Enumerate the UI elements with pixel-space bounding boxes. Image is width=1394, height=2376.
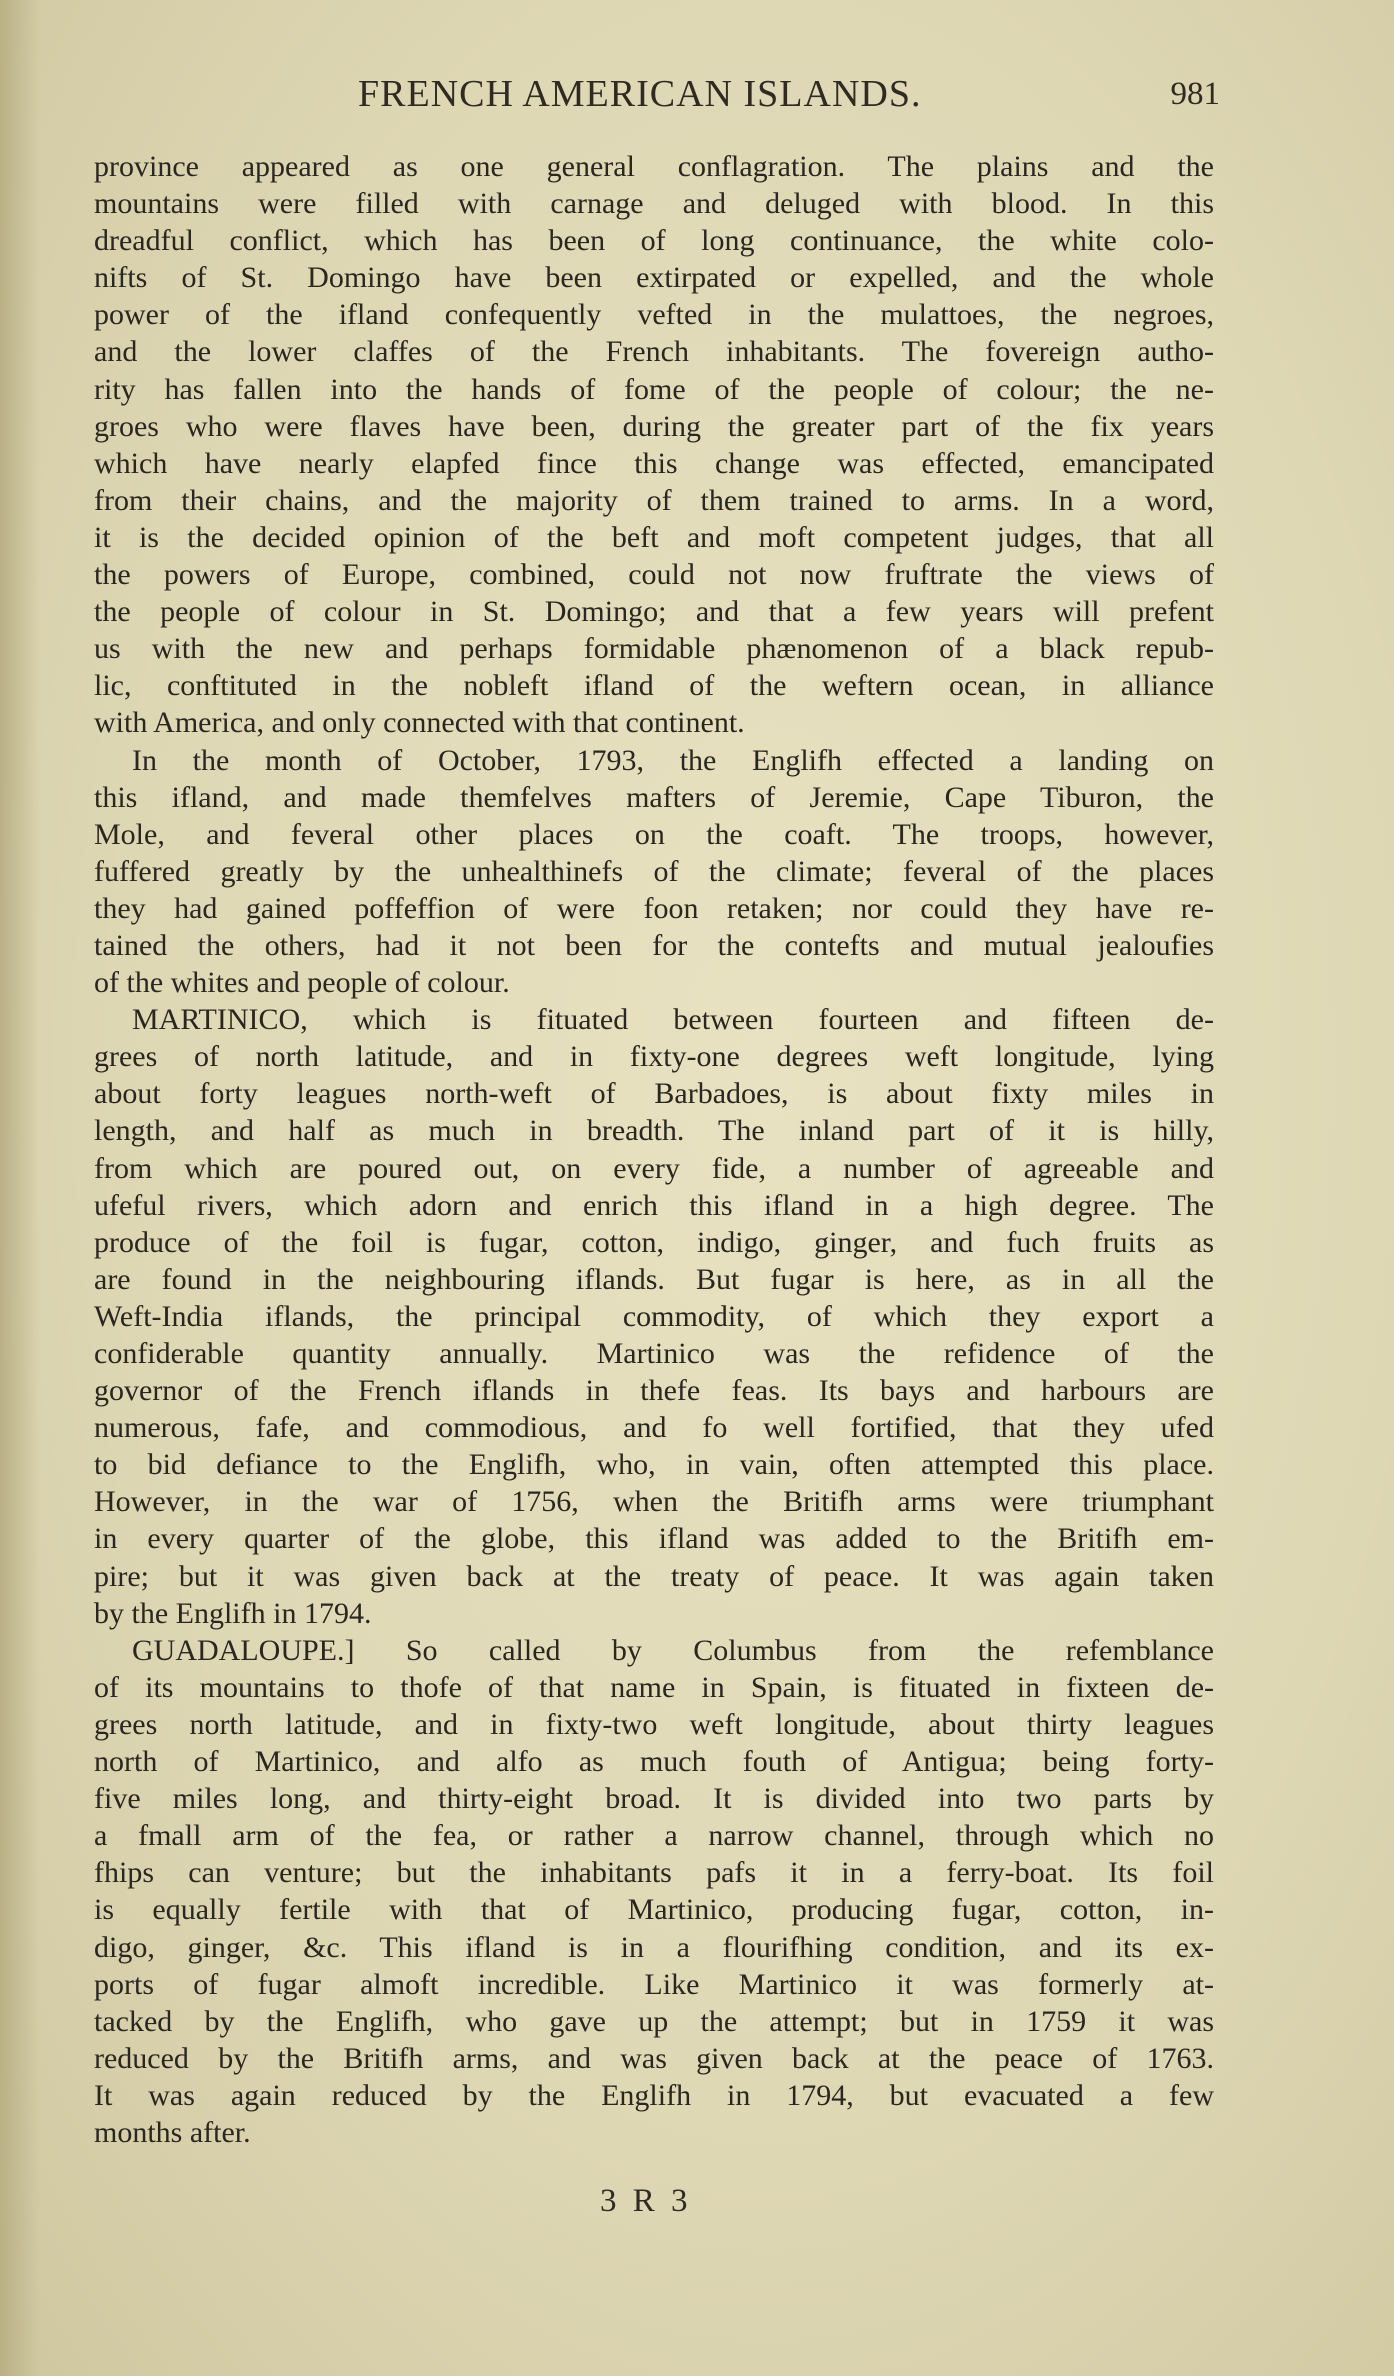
paragraph [94, 742, 1214, 1002]
text-line: groes who were flaves have been, during the greater part of the fix years [94, 409, 1214, 443]
paragraph [94, 1632, 1214, 2151]
text-line: digo, ginger, &c. This ifland is in a flourifhing condition, and its ex- [94, 1930, 1214, 1964]
text-line: fuffered greatly by the unhealthinefs of the climate; feveral of the places [94, 854, 1214, 888]
text-line: Mole, and feveral other places on the coaft. The troops, however, [94, 817, 1214, 851]
printer-signature-mark: 3 R 3 [600, 2183, 692, 2219]
text-line: ufeful rivers, which adorn and enrich this ifland in a high degree. The [94, 1188, 1214, 1222]
text-line: with America, and only connected with that continent. [94, 706, 745, 740]
text-line: fhips can venture; but the inhabitants pafs it in a ferry-boat. Its foil [94, 1856, 1214, 1890]
text-line: confiderable quantity annually. Martinico was the refidence of the [94, 1337, 1214, 1370]
text-line: to bid defiance to the Englifh, who, in vain, often attempted this place. [94, 1448, 1214, 1482]
text-line: north of Martinico, and alfo as much fouth of Antigua; being forty- [94, 1745, 1214, 1779]
text-line: grees north latitude, and in fixty-two weft longitude, about thirty leagues [94, 1707, 1214, 1741]
text-line: numerous, fafe, and commodious, and fo well fortified, that they ufed [94, 1411, 1214, 1445]
text-line: However, in the war of 1756, when the Britifh arms were triumphant [94, 1485, 1214, 1519]
text-line: by the Englifh in 1794. [94, 1596, 372, 1630]
text-line: tacked by the Englifh, who gave up the attempt; but in 1759 it was [94, 2004, 1214, 2038]
text-line: It was again reduced by the Englifh in 1794, but evacuated a few [94, 2078, 1214, 2112]
text-line: pire; but it was given back at the treaty of peace. It was again taken [94, 1559, 1214, 1593]
paragraph [94, 1001, 1214, 1632]
text-line: tained the others, had it not been for the contefts and mutual jealoufies [94, 928, 1214, 962]
text-line: province appeared as one general conflagration. The plains and the [94, 150, 1214, 183]
text-line: dreadful conflict, which has been of long continuance, the white colo- [94, 224, 1214, 258]
running-head: FRENCH AMERICAN ISLANDS. [358, 73, 922, 115]
text-line: mountains were filled with carnage and deluged with blood. In this [94, 187, 1214, 221]
text-line: which have nearly elapfed fince this change was effected, emancipated [94, 446, 1214, 480]
text-line: in every quarter of the globe, this ifland was added to the Britifh em- [94, 1522, 1214, 1556]
text-line: Weft-India iflands, the principal commodity, of which they export a [94, 1299, 1214, 1333]
text-line: five miles long, and thirty-eight broad. It is divided into two parts by [94, 1782, 1214, 1816]
text-line: from their chains, and the majority of them trained to arms. In a word, [94, 483, 1214, 517]
text-line: In the month of October, 1793, the Englifh effected a landing on [132, 743, 1214, 777]
text-line: length, and half as much in breadth. The inland part of it is hilly, [94, 1114, 1214, 1148]
text-line: nifts of St. Domingo have been extirpated or expelled, and the whole [94, 261, 1214, 295]
text-line: governor of the French iflands in thefe feas. Its bays and harbours are [94, 1374, 1214, 1408]
page-number: 981 [1170, 76, 1220, 112]
text-line: GUADALOUPE.] So called by Columbus from the refemblance [132, 1633, 1214, 1667]
text-line: are found in the neighbouring iflands. But fugar is here, as in all the [94, 1262, 1214, 1296]
text-line: us with the new and perhaps formidable phænomenon of a black repub- [94, 632, 1214, 666]
text-line: they had gained poffeffion of were foon retaken; nor could they have re- [94, 891, 1214, 925]
text-line: of its mountains to thofe of that name in Spain, is fituated in fixteen de- [94, 1670, 1214, 1704]
text-line: ports of fugar almoft incredible. Like Martinico it was formerly at- [94, 1967, 1214, 2001]
page-header [90, 72, 1220, 122]
text-line: this ifland, and made themfelves mafters of Jeremie, Cape Tiburon, the [94, 780, 1214, 814]
text-line: from which are poured out, on every fide, a number of agreeable and [94, 1151, 1214, 1185]
page-gutter-shadow [0, 0, 40, 2376]
text-line: power of the ifland confequently vefted in the mulattoes, the negroes, [94, 298, 1214, 332]
text-line: about forty leagues north-weft of Barbadoes, is about fixty miles in [94, 1077, 1214, 1111]
text-line: a fmall arm of the fea, or rather a narrow channel, through which no [94, 1819, 1214, 1853]
text-line: the powers of Europe, combined, could not now fruftrate the views of [94, 558, 1214, 592]
text-line: it is the decided opinion of the beft and moft competent judges, that all [94, 520, 1214, 554]
paragraph [94, 148, 1214, 742]
text-line: months after. [94, 2115, 251, 2149]
text-line: lic, conftituted in the nobleft ifland of the weftern ocean, in alliance [94, 669, 1214, 703]
text-line: reduced by the Britifh arms, and was given back at the peace of 1763. [94, 2041, 1214, 2075]
text-line: grees of north latitude, and in fixty-one degrees weft longitude, lying [94, 1040, 1214, 1074]
body-text [94, 148, 1214, 2151]
text-line: the people of colour in St. Domingo; and that a few years will prefent [94, 595, 1214, 629]
text-line: is equally fertile with that of Martinico, producing fugar, cotton, in- [94, 1893, 1214, 1927]
text-line: rity has fallen into the hands of fome of the people of colour; the ne- [94, 372, 1214, 406]
text-line: of the whites and people of colour. [94, 966, 510, 1000]
text-line: and the lower claffes of the French inhabitants. The fovereign autho- [94, 335, 1214, 369]
text-line: MARTINICO, which is fituated between fourteen and fifteen de- [132, 1003, 1214, 1037]
text-line: produce of the foil is fugar, cotton, indigo, ginger, and fuch fruits as [94, 1225, 1214, 1259]
